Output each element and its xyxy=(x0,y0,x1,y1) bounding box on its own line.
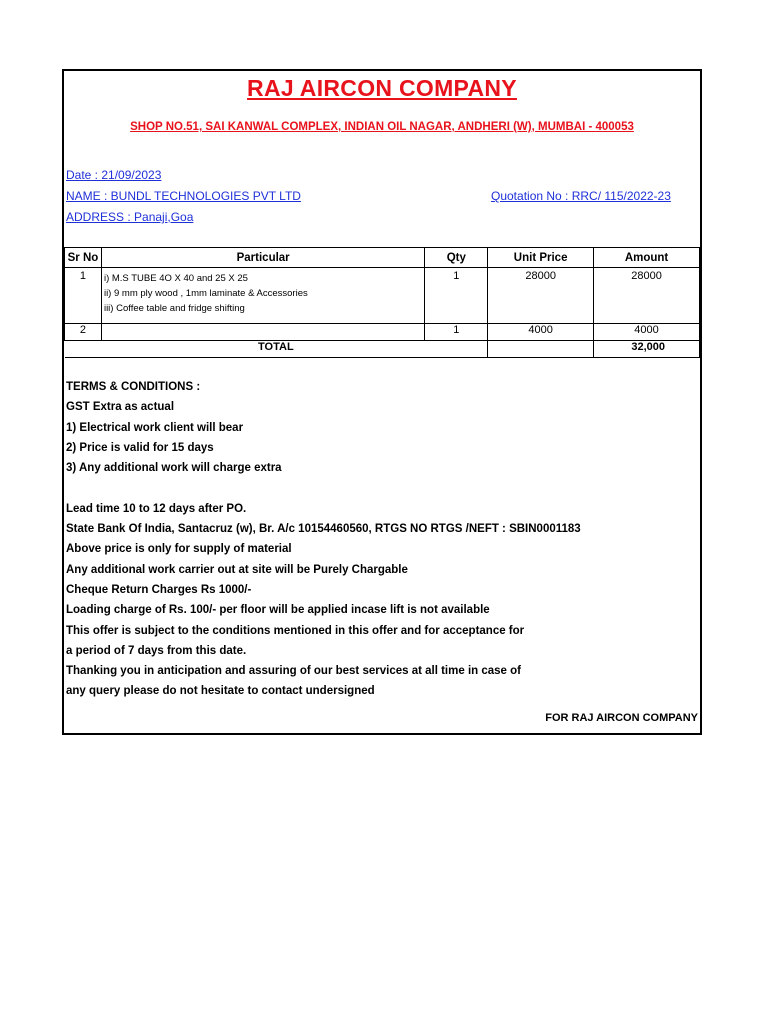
table-row xyxy=(65,268,700,324)
terms-line: 1) Electrical work client will bear xyxy=(66,421,244,434)
col-sr-no: Sr No xyxy=(65,248,102,268)
terms-line: any query please do not hesitate to contact undersigned xyxy=(66,685,375,698)
quotation-number: Quotation No : RRC/ 115/2022-23 xyxy=(491,189,671,203)
total-row xyxy=(65,341,700,358)
client-name: NAME : BUNDL TECHNOLOGIES PVT LTD xyxy=(66,189,301,203)
total-amount: 32,000 xyxy=(594,341,700,358)
quotation-sheet xyxy=(62,69,702,735)
table-header-row xyxy=(65,248,700,268)
terms-section xyxy=(66,377,581,702)
terms-line: Any additional work carrier out at site will be Purely Chargable xyxy=(66,563,408,576)
company-address: SHOP NO.51, SAI KANWAL COMPLEX, INDIAN OIL NAGAR, ANDHERI (W), MUMBAI - 400053 xyxy=(130,121,634,133)
row-particular xyxy=(101,268,424,324)
terms-line: State Bank Of India, Santacruz (w), Br. A/c 10154460560, RTGS NO RTGS /NEFT : SBIN0001183 xyxy=(66,523,581,536)
row-qty: 1 xyxy=(425,268,488,324)
row-sr: 2 xyxy=(65,324,102,341)
particular-line: iii) Coffee table and fridge shifting xyxy=(103,303,245,314)
terms-line: 3) Any additional work will charge extra xyxy=(66,462,282,475)
row-amount: 28000 xyxy=(594,268,700,324)
quote-date: Date : 21/09/2023 xyxy=(66,168,162,182)
particular-line: i) M.S TUBE 4O X 40 and 25 X 25 xyxy=(103,273,248,284)
terms-heading: TERMS & CONDITIONS : xyxy=(66,381,201,393)
row-particular xyxy=(101,324,424,341)
col-qty: Qty xyxy=(425,248,488,268)
terms-line: Thanking you in anticipation and assuring of our best services at all time in case of xyxy=(66,665,521,678)
particular-line: ii) 9 mm ply wood , 1mm laminate & Accessories xyxy=(103,288,308,299)
terms-line: Cheque Return Charges Rs 1000/- xyxy=(66,583,252,596)
row-amount: 4000 xyxy=(594,324,700,341)
terms-line: This offer is subject to the conditions mentioned in this offer and for acceptance for xyxy=(66,624,525,637)
terms-line: Above price is only for supply of material xyxy=(66,543,292,556)
company-name: RAJ AIRCON COMPANY xyxy=(247,75,517,101)
total-label: TOTAL xyxy=(65,341,488,358)
terms-line: Loading charge of Rs. 100/- per floor will be applied incase lift is not available xyxy=(66,604,490,617)
terms-line: a period of 7 days from this date. xyxy=(66,644,247,657)
row-unit-price: 4000 xyxy=(488,324,594,341)
col-particular: Particular xyxy=(101,248,424,268)
signature-line: FOR RAJ AIRCON COMPANY xyxy=(545,712,698,724)
terms-line: Lead time 10 to 12 days after PO. xyxy=(66,502,247,515)
terms-line: GST Extra as actual xyxy=(66,401,175,414)
col-unit-price: Unit Price xyxy=(488,248,594,268)
total-spacer xyxy=(488,341,594,358)
row-unit-price: 28000 xyxy=(488,268,594,324)
items-table xyxy=(64,247,700,358)
row-sr: 1 xyxy=(65,268,102,324)
col-amount: Amount xyxy=(594,248,700,268)
client-address: ADDRESS : Panaji,Goa xyxy=(66,210,194,224)
terms-line xyxy=(66,478,581,498)
row-qty: 1 xyxy=(425,324,488,341)
table-row xyxy=(65,324,700,341)
terms-line: 2) Price is valid for 15 days xyxy=(66,441,214,454)
